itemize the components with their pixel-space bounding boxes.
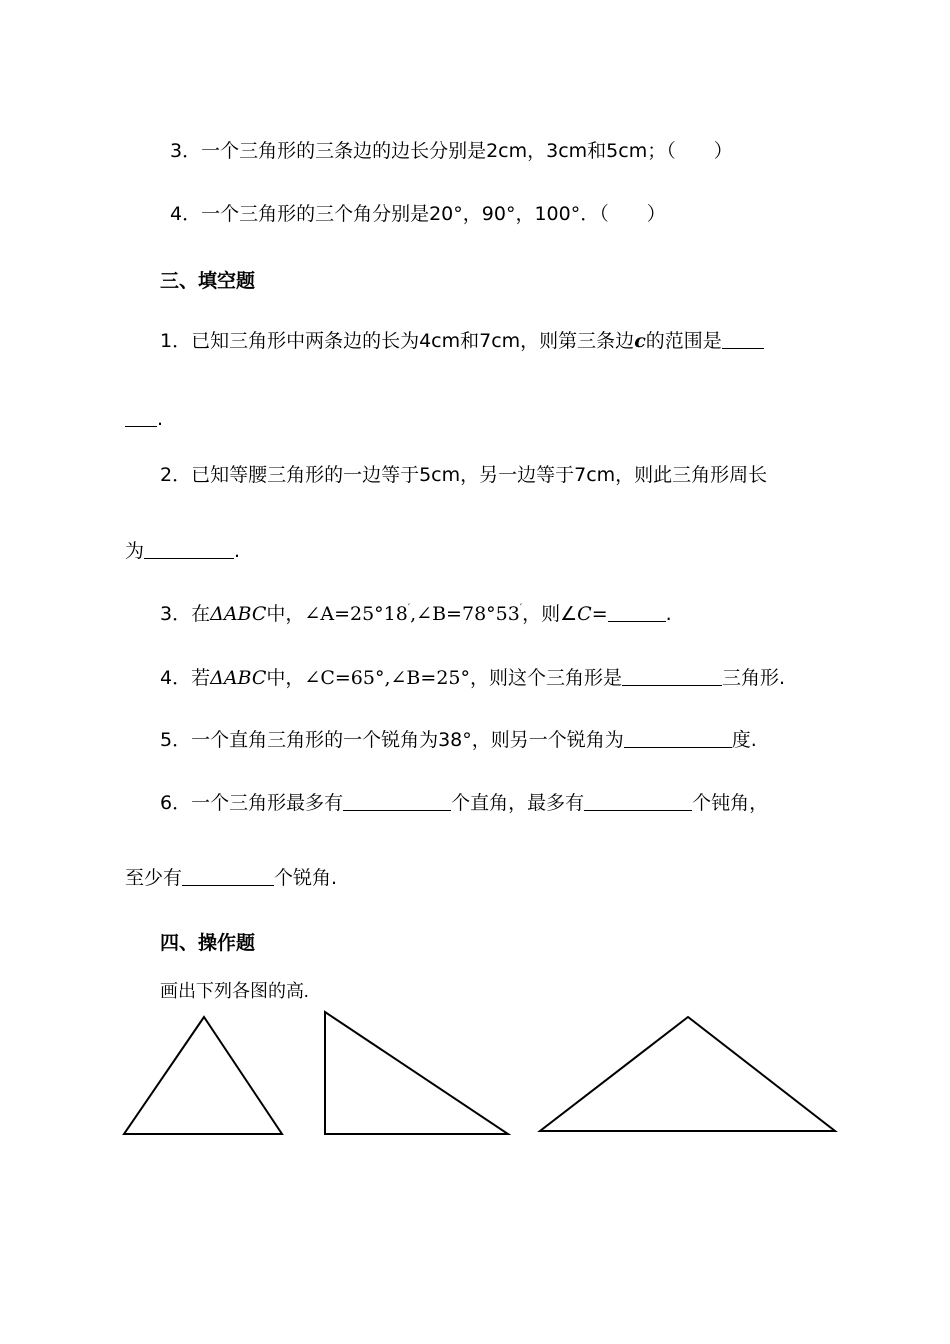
variable-c: c — [634, 330, 646, 352]
item-mid: 个直角，最多有 — [451, 792, 585, 814]
triangle-abc: ΔABC — [210, 603, 267, 625]
prime-mark: ′ — [407, 603, 411, 614]
item-mid: 中， — [266, 667, 305, 689]
item-post: ，则这个三角形是 — [470, 667, 623, 689]
angle-b: ∠B=78°53 — [416, 603, 520, 625]
item-text-cont: 至少有 — [125, 867, 183, 889]
item-number: 3． — [170, 140, 202, 162]
angle-a: ∠A=25°18 — [304, 603, 408, 625]
operate-instruction: 画出下列各图的高. — [160, 981, 309, 1001]
variable-C: C — [577, 603, 592, 625]
item-text-cont: 为 — [125, 540, 145, 562]
item-text-2: 的范围是 — [645, 330, 722, 352]
triangle-abc: ΔABC — [210, 667, 267, 689]
item-pre: 在 — [191, 603, 211, 625]
right-triangle — [325, 1012, 508, 1134]
acute-triangle — [124, 1017, 282, 1134]
fill-section-heading: 三、填空题 — [160, 270, 256, 292]
prime-mark: ′ — [519, 603, 523, 614]
item-end: . — [665, 603, 672, 625]
item-text: 一个三角形的三条边的边长分别是2cm，3cm和5cm；（ ） — [201, 140, 733, 162]
separator: , — [410, 603, 417, 625]
item-number: 4． — [160, 667, 192, 689]
item-mid: 中， — [266, 603, 305, 625]
equals-sign: = — [591, 603, 608, 625]
item-end: . — [157, 408, 164, 430]
item-post: ，则∠ — [522, 603, 578, 625]
item-number: 4． — [170, 203, 202, 225]
item-text: 一个直角三角形的一个锐角为38°，则另一个锐角为 — [191, 729, 624, 751]
operate-section-heading: 四、操作题 — [160, 932, 256, 954]
item-number: 1． — [160, 330, 192, 352]
item-number: 2． — [160, 464, 192, 486]
item-number: 6． — [160, 792, 192, 814]
item-end: 个钝角， — [692, 792, 769, 814]
item-pre: 若 — [191, 667, 211, 689]
item-end: 度. — [731, 729, 757, 751]
item-text: 已知三角形中两条边的长为4cm和7cm，则第三条边 — [191, 330, 635, 352]
item-end: 三角形. — [722, 667, 786, 689]
item-end: 个锐角. — [274, 867, 338, 889]
item-end: . — [234, 540, 241, 562]
item-text: 一个三角形的三个角分别是20°，90°，100°．（ ） — [201, 203, 666, 225]
angle-condition: ∠C=65°,∠B=25° — [304, 667, 470, 689]
item-number: 3． — [160, 603, 192, 625]
item-text: 已知等腰三角形的一边等于5cm，另一边等于7cm，则此三角形周长 — [191, 464, 768, 486]
item-text: 一个三角形最多有 — [191, 792, 344, 814]
obtuse-triangle — [540, 1017, 835, 1131]
item-number: 5． — [160, 729, 192, 751]
